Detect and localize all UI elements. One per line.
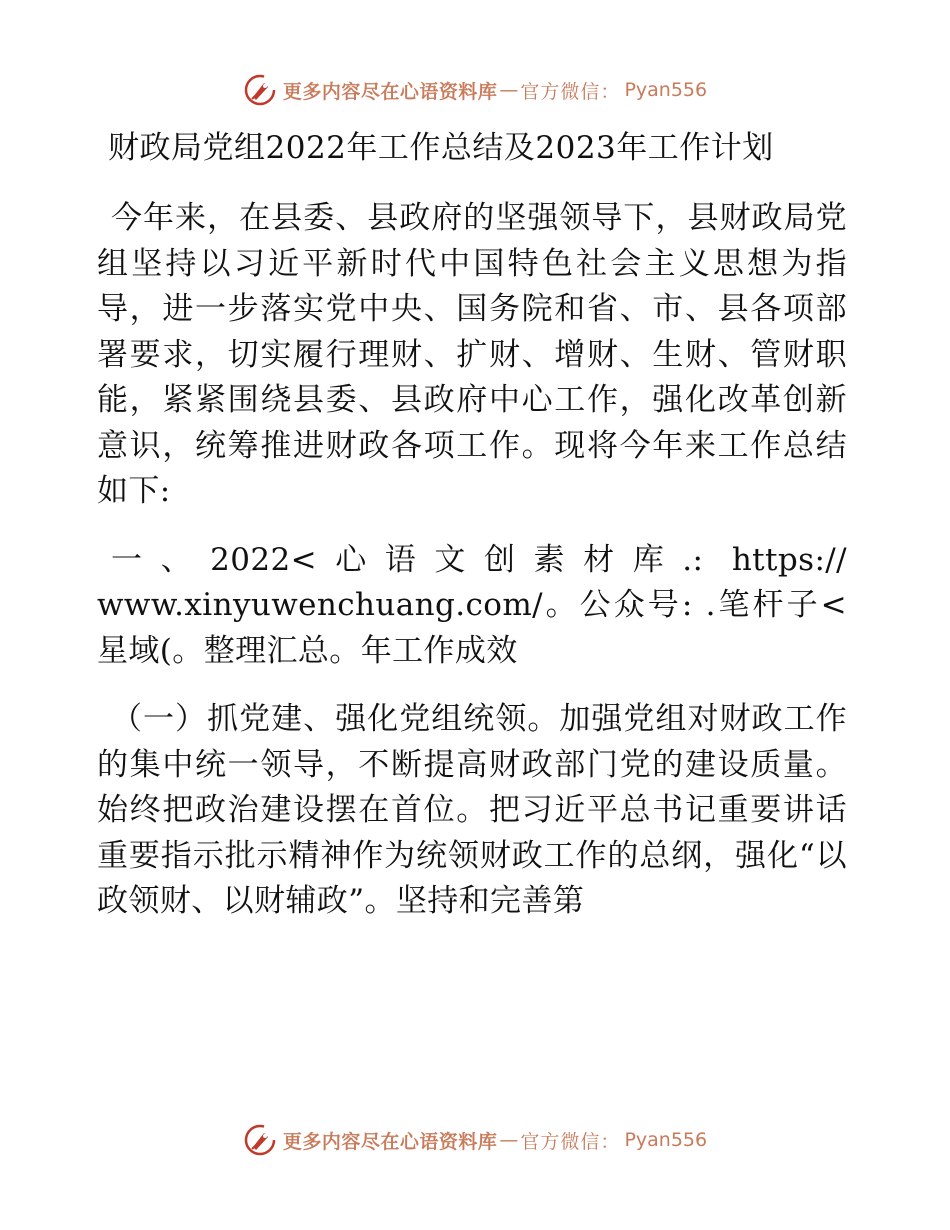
header-watermark (0, 70, 950, 110)
document-title: 财政局党组2022年工作总结及2023年工作计划 (108, 130, 774, 166)
watermark-dash: — (499, 79, 519, 101)
watermark-wechat-label: 官方微信： (520, 80, 621, 103)
watermark-wechat-id: Pyan556 (624, 1129, 708, 1151)
footer-watermark (0, 1120, 950, 1160)
paragraph-intro: 今年来，在县委、县政府的坚强领导下，县财政局党组坚持以习近平新时代中国特色社会主义思想为指导，进一步落实党中央、国务院和省、市、县各项部署要求，切实履行理财、扩财、增财、生财、管财职能，紧紧围绕县委、县政府中心工作，强化改革创新意识，统筹推进财政各项工作。现将今年来工作总结如下: (97, 200, 847, 509)
watermark-text: 更多内容尽在心语资料库 (282, 80, 498, 103)
paragraph-party-building: （一）抓党建、强化党组统领。加强党组对财政工作的集中统一领导，不断提高财政部门党的建设质量。始终把政治建设摆在首位。把习近平总书记重要讲话重要指示批示精神作为统领财政工作的总纲，强化“以政领财、以财辅政”。坚持和完善第 (97, 701, 847, 919)
paragraph-section-heading: 一、2022<心语文创素材库.: https:// www.xinyuwenchuang.com/。公众号: .笔杆子<星域(。整理汇总。年工作成效 (97, 541, 847, 669)
watermark-dash: — (499, 1129, 519, 1151)
watermark-wechat-id: Pyan556 (624, 79, 708, 101)
pen-nib-circle-icon (243, 1123, 277, 1157)
document-body (97, 196, 847, 925)
watermark-wechat-label: 官方微信： (520, 1130, 621, 1153)
watermark-text: 更多内容尽在心语资料库 (282, 1130, 498, 1153)
pen-nib-circle-icon (243, 73, 277, 107)
